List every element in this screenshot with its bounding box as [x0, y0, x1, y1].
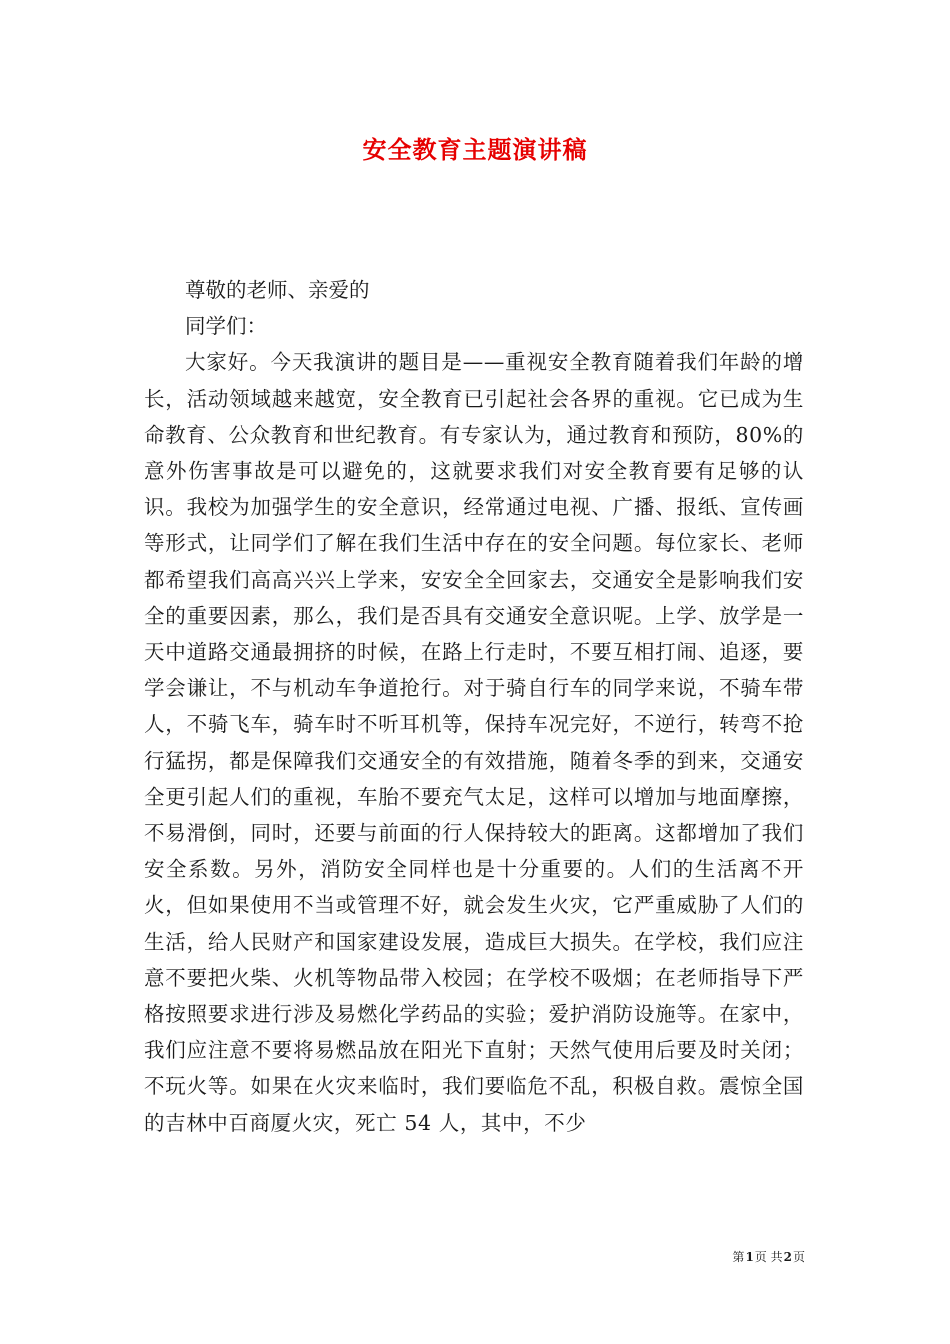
document-body: [144, 272, 804, 1141]
footer-prefix: 第: [732, 1250, 745, 1264]
footer-total-pages: 2: [783, 1250, 792, 1264]
main-paragraph: 大家好。今天我演讲的题目是——重视安全教育随着我们年龄的增长，活动领域越来越宽，安全教育已引起社会各界的重视。它已成为生命教育、公众教育和世纪教育。有专家认为，通过教育和预防，80%的意外伤害事故是可以避免的，这就要求我们对安全教育要有足够的认识。我校为加强学生的安全意识，经常通过电视、广播、报纸、宣传画等形式，让同学们了解在我们生活中存在的安全问题。每位家长、老师都希望我们高高兴兴上学来，安安全全回家去，交通安全是影响我们安全的重要因素，那么，我们是否具有交通安全意识呢。上学、放学是一天中道路交通最拥挤的时候，在路上行走时，不要互相打闹、追逐，要学会谦让，不与机动车争道抢行。对于骑自行车的同学来说，不骑车带人，不骑飞车，骑车时不听耳机等，保持车况完好，不逆行，转弯不抢行猛拐，都是保障我们交通安全的有效措施，随着冬季的到来，交通安全更引起人们的重视，车胎不要充气太足，这样可以增加与地面摩擦，不易滑倒，同时，还要与前面的行人保持较大的距离。这都增加了我们安全系数。另外，消防安全同样也是十分重要的。人们的生活离不开火，但如果使用不当或管理不好，就会发生火灾，它严重威胁了人们的生活，给人民财产和国家建设发展，造成巨大损失。在学校，我们应注意不要把火柴、火机等物品带入校园；在学校不吸烟；在老师指导下严格按照要求进行涉及易燃化学药品的实验；爱护消防设施等。在家中，我们应注意不要将易燃品放在阳光下直射；天然气使用后要及时关闭；不玩火等。如果在火灾来临时，我们要临危不乱，积极自救。震惊全国的吉林中百商厦火灾，死亡 54 人，其中，不少: [144, 350, 804, 1135]
page-footer: [0, 1248, 806, 1266]
salutation-line-2: 同学们：: [185, 314, 267, 339]
footer-current-page: 1: [745, 1250, 754, 1264]
footer-middle: 页 共: [754, 1250, 783, 1264]
footer-suffix: 页: [792, 1250, 805, 1264]
page-title: 安全教育主题演讲稿: [362, 135, 588, 164]
salutation-line-1: 尊敬的老师、亲爱的: [185, 278, 370, 302]
